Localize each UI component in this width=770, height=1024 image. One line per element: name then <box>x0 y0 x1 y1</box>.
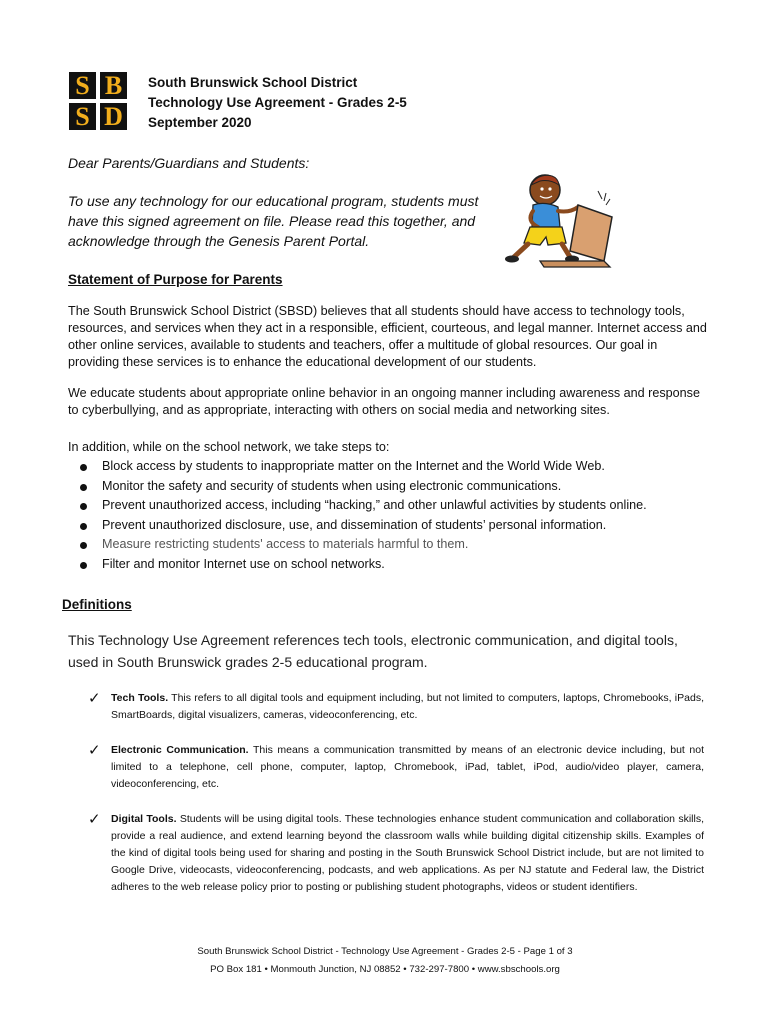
intro-line: To use any technology for our educational program, students must <box>68 193 479 209</box>
document-date: September 2020 <box>148 115 252 130</box>
footer-address: PO Box 181 • Monmouth Junction, NJ 08852 • 732-297-7800 • www.sbschools.org <box>210 964 560 975</box>
district-logo <box>69 72 129 132</box>
document-title: Technology Use Agreement - Grades 2-5 <box>148 95 407 110</box>
purpose-paragraph: The South Brunswick School District (SBSD) believes that all students should have access to technology tools, resources, and services when they act in a responsible, efficient, courteous, and legal manner. Internet access and other online services, available to students and teachers, offer a multitude of global resources. Our goal in providing these services is to enhance the educational development of our students. <box>68 304 707 369</box>
district-name: South Brunswick School District <box>148 75 358 90</box>
definition-text: This refers to all digital tools and equipment including, but not limited to computers, laptops, Chromebooks, iPads, SmartBoards, digital visualizers, cameras, videoconferencing, etc. <box>111 692 704 721</box>
bullet-icon <box>80 542 87 549</box>
definition-digital-tools <box>88 811 704 896</box>
list-item: Prevent unauthorized access, including “hacking,” and other unlawful activities by students online. <box>68 496 718 516</box>
intro-paragraph <box>68 191 488 251</box>
intro-line: acknowledge through the Genesis Parent Portal. <box>68 233 370 249</box>
child-laptop-illustration <box>500 165 620 275</box>
intro-line: have this signed agreement on file. Please read this together, and <box>68 213 476 229</box>
definitions-intro-line: This Technology Use Agreement references tech tools, electronic communication, and digital tools, <box>68 632 678 648</box>
list-item: Monitor the safety and security of students when using electronic communications. <box>68 477 718 497</box>
education-paragraph: We educate students about appropriate online behavior in an ongoing manner including awareness and response to cyberbullying, and as appropriate, interacting with others on social media and networking sites. <box>68 386 700 417</box>
logo-letter: S <box>69 103 96 130</box>
definitions-intro <box>68 629 718 673</box>
definition-text: Students will be using digital tools. These technologies enhance student communication and collaboration skills, provide a real audience, and extend learning beyond the classroom walls while building digital citizenship skills. Examples of the kind of digital tools being used for sharing and posting in the South Brunswick School District include, but are not limited to Google Drive, videocasts, videoconferencing, podcasts, and web applications. As per NJ statute and Federal law, the District adheres to the web release policy prior to posting or publishing student photographs, videos or student identifiers. <box>111 813 704 893</box>
purpose-heading: Statement of Purpose for Parents <box>68 272 283 287</box>
check-icon: ✓ <box>88 742 101 759</box>
definition-term: Tech Tools. <box>111 692 169 704</box>
check-icon: ✓ <box>88 811 101 828</box>
bullet-icon <box>80 464 87 471</box>
list-item: Block access by students to inappropriate matter on the Internet and the World Wide Web. <box>68 457 718 477</box>
steps-list <box>68 457 718 574</box>
salutation: Dear Parents/Guardians and Students: <box>68 155 310 171</box>
bullet-icon <box>80 503 87 510</box>
logo-letter: S <box>69 72 96 99</box>
steps-intro: In addition, while on the school network, we take steps to: <box>68 440 390 454</box>
document-header <box>148 73 407 133</box>
bullet-icon <box>80 484 87 491</box>
definitions-intro-line: used in South Brunswick grades 2-5 educational program. <box>68 654 428 670</box>
logo-letter: D <box>100 103 127 130</box>
footer-title: South Brunswick School District - Technology Use Agreement - Grades 2-5 - Page 1 of 3 <box>197 946 573 957</box>
definition-text: This means a communication transmitted by means of an electronic device including, but not limited to a telephone, cell phone, computer, laptop, Chromebook, iPad, tablet, iPod, audio/video player, camera, videoconferencing, etc. <box>111 744 704 790</box>
logo-letter: B <box>100 72 127 99</box>
list-item: Prevent unauthorized disclosure, use, and dissemination of students’ personal information. <box>68 516 718 536</box>
bullet-icon <box>80 523 87 530</box>
definition-term: Electronic Communication. <box>111 744 249 756</box>
list-item: Filter and monitor Internet use on school networks. <box>68 555 718 575</box>
check-icon: ✓ <box>88 690 101 707</box>
definition-term: Digital Tools. <box>111 813 177 825</box>
list-item: Measure restricting students' access to materials harmful to them. <box>68 535 718 555</box>
definition-electronic-communication <box>88 742 704 793</box>
bullet-icon <box>80 562 87 569</box>
definitions-heading: Definitions <box>62 597 132 612</box>
definition-tech-tools <box>88 690 704 724</box>
